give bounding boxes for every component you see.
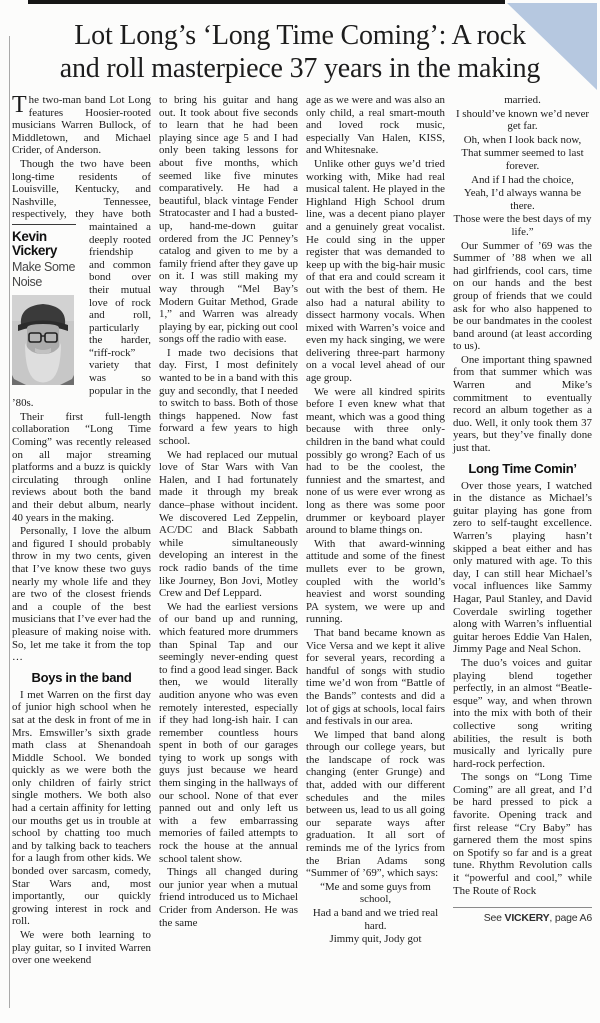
paragraph-text: With that award-winning attitude and some of the finest mullets ever to be grown, coupled with the world’s heaviest and worst sounding PA system, we were up and running. <box>306 537 445 626</box>
paragraph-text: That band became known as Vice Versa and we kept it alive for several years, recording a handful of songs with studio time we’d won from “Battle of the Bands” contests and did a lot of gigs at schools, local fairs and festivals in our area. <box>306 626 445 728</box>
author-photo <box>12 295 74 385</box>
paragraph-text: I met Warren on the first day of junior high school when he sat at the desk in front of me in Mrs. Emswiller’s sixth grade math class at Shenandoah Middle School. We bonded quickly as we were both the only children of fairly strict single mothers. We both also had a certain affinity for letting our mouths get us in trouble at school by chatting too much and by talking back to teachers for a laugh from other kids. We bonded over sarcasm, comedy, Star Wars and, most importantly, our quickly growing interest in rock and roll. <box>12 688 151 928</box>
headline-line-2: and roll masterpiece 37 years in the making <box>59 53 541 84</box>
paragraph-text: Our Summer of ’69 was the Summer of ’88 when we all had girlfriends, cool cars, time on our hands and the best group of friends that we could ask for who also happened to be our bandmates in the coolest band around (at least according to us). <box>453 239 592 353</box>
article-body <box>12 94 594 968</box>
paragraph-text: Over those years, I watched in the distance as Michael’s guitar playing has gone from zero to self-taught excellence. Warren’s playing hasn’t skipped a beat either and has only matured with age. To this day, I can still hear Michael’s vocal influences like Sammy Hagar, Paul Stanley, and David Coverdale swirling together along with Warren’s influential guitar heroes Eddie Van Halen, Jimmy Page and Neal Schon. <box>453 479 592 656</box>
jumpline-name: VICKERY <box>504 912 550 925</box>
song-lyric-line: That summer seemed to last forever. <box>461 147 584 172</box>
song-lyric-line: Yeah, I’d always wanna be there. <box>463 187 582 212</box>
paragraph <box>453 480 592 656</box>
drop-cap: T <box>12 92 27 118</box>
paragraph-text: We were both learning to play guitar, so I invited Warren over one weekend <box>12 929 151 967</box>
byline-box <box>12 224 84 385</box>
paragraph <box>453 240 592 353</box>
paragraph <box>453 657 592 770</box>
paragraph-text: Their first full-length collaboration “Long Time Coming” was recently released on all major streaming platforms and a buzz is quickly circulating through online reviews about both the band and their debut album, nearly 40 years in the making. <box>12 410 151 524</box>
byline-rule <box>12 224 76 225</box>
paragraph-text: Though the two have been long-time residents of Louisville, Kentucky, and Nashville, Tennessee, respectively, they have both <box>12 157 151 221</box>
continuation-jumpline <box>453 907 592 924</box>
subhead-long-time-comin: Long Time Comin’ <box>468 460 577 476</box>
paragraph-text: We were all kindred spirits before I even knew what that meant, which was a good thing because with three only-children in the band what could possibly go wrong? Each of us had to be the coolest, the funniest and the smartest, and none of us were ever wrong as long as there was some poor drummer or keyboard player around to blame things on. <box>306 385 445 537</box>
paragraph-text: Personally, I love the album and figured I should probably throw in my two cents, given that I’ve know these two guys nearly my whole life and they are two of the closest friends and a couple of the best musicians that I’ve ever had the pleasure of making noise with. So, let me take it from the top … <box>12 525 151 664</box>
song-lyric-line: married. <box>504 94 541 106</box>
paragraph <box>306 627 445 728</box>
paragraph <box>159 347 298 448</box>
song-lyric-line: Jimmy quit, Jody got <box>329 933 422 946</box>
paragraph-text: to bring his guitar and hang out. It took about five seconds to learn that he had been playing since age 5 and I had only been taking lessons for about five months, which seemed like five minutes comparatively. He had a beautiful, black vintage Fender Stratocaster and I had a busted-up, hand-me-down guitar ordered from the JC Penney’s catalog and given to me by a family friend after they gave up on it. I was still making my way through “Mel Bay’s Modern Guitar Method, Grade 1,” and Warren was already playing by ear, picking out cool songs off the radio with ease. <box>159 94 298 346</box>
paragraph <box>159 449 298 600</box>
paragraph <box>12 689 151 928</box>
paragraph <box>306 538 445 626</box>
paragraph <box>306 158 445 385</box>
paragraph <box>159 601 298 865</box>
paragraph-text: Things all changed during our junior year when a mutual friend introduced us to Michael Crider from Anderson. He was the same <box>159 866 298 929</box>
song-lyric-line: Oh, when I look back now, <box>463 133 582 146</box>
paragraph-text: We had the earliest versions of our band up and running, which featured more drummers than Spinal Tap and our seemingly never-ending quest to find a good lead singer. Back then, we would literally audition anyone who was even remotely interested, especially if they had long-ish hair. I can remember countless hours spent in both of our garages tying to work up songs with guys just because we heard them singing in the hallways of our school. None of that ever panned out and only left us with a few embarrassing memories of failed attempts to rock the house at the annual school talent show. <box>159 600 298 865</box>
song-lyric-line: And if I had the choice, <box>471 173 574 186</box>
byline-column-name-line-1: Make Some <box>12 259 76 274</box>
paragraph-text: he two-man band Lot Long features Hoosier-rooted musicians Warren Bullock, of Middletown, and Michael Crider, of Anderson. <box>12 94 151 157</box>
paragraph-text: maintained a deeply rooted friendship and common bond over their mutual love of rock and roll, particularly the harder, “riff-rock” variety that was so popular in the ’80s. <box>12 220 151 410</box>
column-2 <box>159 94 298 930</box>
song-lyric-line: Had a band and we tried real hard. <box>312 907 439 932</box>
song-lyric-line: Those were the best days of my life.” <box>453 213 592 238</box>
column-4 <box>453 94 592 924</box>
byline-column-name-line-2: Noise <box>12 274 42 289</box>
paragraph-text: I made two decisions that day. First, I most definitely wanted to be in a band with this guy and secondly, that I needed to switch to bass. Both of those things happened. Now fast forward a few years to high school. <box>159 346 298 448</box>
song-lyric-line: I should’ve known we’d never get far. <box>455 107 590 133</box>
paragraph-text: Unlike other guys we’d tried working with, Mike had real musical talent. He played in the Highland High School drum line, was a decent piano player and a genuinely great vocalist. He could sing in the upper register that was demanded to keep up with the big-hair music of that era and could scream it out with the best of them. He also had a natural ability to dissect harmony vocals. When mixed with Warren’s voice and even my hack singing, we were delivering three-part harmony on a vocal level ahead of our age group. <box>306 157 445 385</box>
column-1 <box>12 94 151 968</box>
paragraph-text: age as we were and was also an only child, a real smart-mouth and loved rock music, especially Van Halen, KISS, and Whitesnake. <box>306 94 445 157</box>
paragraph-text: We had replaced our mutual love of Star Wars with Van Halen, and I had fortunately made it through my break dance–phase without incident. We discovered Led Zeppelin, AC/DC and Black Sabbath while simultaneously developing an interest in the rock radio bands of the time like Journey, Bon Jovi, Motley Crew and Def Leppard. <box>159 448 298 600</box>
paragraph <box>12 525 151 664</box>
byline-author-first-name: Kevin <box>12 228 47 244</box>
headline-line-1: Lot Long’s ‘Long Time Coming’: A rock <box>74 20 526 51</box>
column-3 <box>306 94 445 947</box>
top-edge-rule <box>28 0 505 4</box>
paragraph <box>306 94 445 157</box>
jumpline-see: See <box>483 912 505 925</box>
paragraph <box>453 771 592 897</box>
byline-author-last-name: Vickery <box>12 243 57 259</box>
paragraph <box>159 866 298 929</box>
jumpline-page: , page A6 <box>549 912 592 925</box>
subhead-boys-in-the-band: Boys in the band <box>31 669 132 685</box>
paragraph <box>12 158 151 410</box>
paragraph-text: One important thing spawned from that summer which was Warren and Mike’s commitment to eventually record an album together as a duo. Well, it only took them 37 years, but they’ve finally done just that. <box>453 353 592 455</box>
paragraph-text: We limped that band along through our college years, but the landscape of rock was changing (enter Grunge) and that, added with our different schedules and the miles between us, lead to us all going our separate ways after graduation. It all sort of reminds me of the lyrics from the Brian Adams song “Summer of ’69”, which says: <box>306 728 445 880</box>
paragraph <box>12 929 151 967</box>
paragraph <box>306 729 445 880</box>
article-headline <box>8 19 592 85</box>
left-edge-rule <box>9 36 10 1008</box>
song-lyric-line: “Me and some guys from school, <box>320 880 431 906</box>
paragraph <box>453 354 592 455</box>
paragraph-text: The songs on “Long Time Coming” are all great, and I’d be hard pressed to pick a favorite. Opening track and first release “Cry Baby” has garnered them the most spins on Spotify so far and is a great tune. Rhythm Revolution calls it “powerful and cool,” while The Route of Rock <box>453 771 592 897</box>
paragraph-text: The duo’s voices and guitar playing blend together perfectly, in an almost “Beatle-esque” way, and when thrown into the mix with both of their collective song writing abilities, the result is both musically and lyrically pure hard-rock perfection. <box>453 656 592 770</box>
paragraph <box>12 94 151 157</box>
paragraph <box>12 411 151 524</box>
paragraph <box>306 386 445 537</box>
paragraph <box>159 94 298 346</box>
